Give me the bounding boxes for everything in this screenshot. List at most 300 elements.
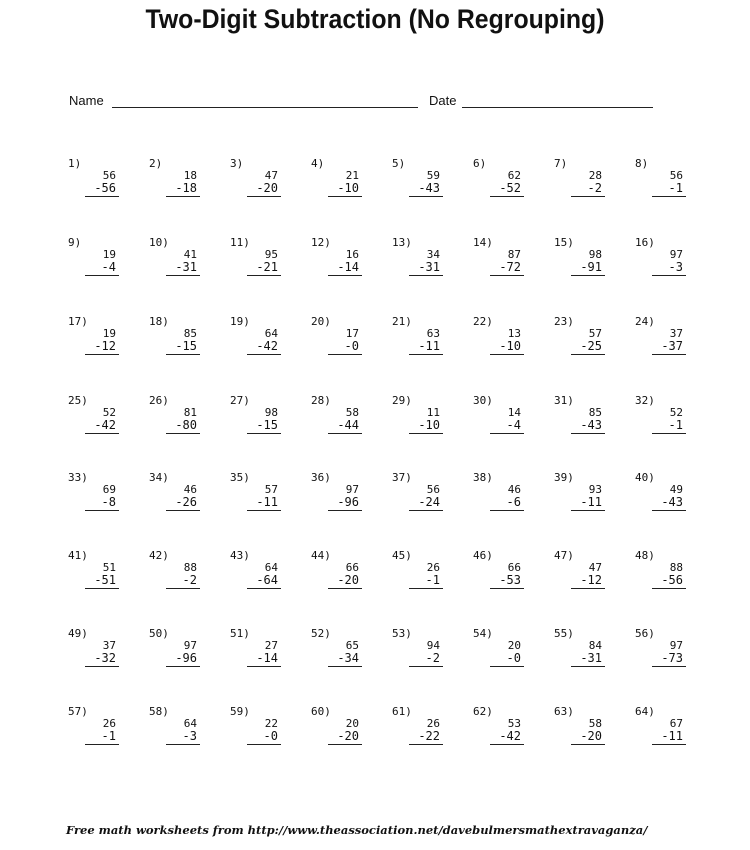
problem-59 [230, 706, 300, 754]
problem-number: 8) [635, 157, 649, 170]
minuend: 98 [588, 248, 602, 261]
answer-line [247, 354, 281, 355]
subtrahend: -31 [418, 260, 440, 274]
problem-38 [473, 472, 543, 520]
problem-number: 3) [230, 157, 244, 170]
answer-line [85, 666, 119, 667]
subtrahend: -22 [418, 729, 440, 743]
answer-line [652, 744, 686, 745]
subtrahend: -56 [661, 573, 683, 587]
subtrahend: -3 [182, 729, 197, 743]
problem-43 [230, 550, 300, 598]
subtrahend: -73 [661, 651, 683, 665]
answer-line [247, 196, 281, 197]
minuend: 67 [669, 717, 683, 730]
problem-number: 55) [554, 627, 574, 640]
minuend: 19 [102, 327, 116, 340]
problem-49 [68, 628, 138, 676]
minuend: 16 [345, 248, 359, 261]
problem-number: 17) [68, 315, 88, 328]
minuend: 84 [588, 639, 602, 652]
problem-number: 41) [68, 549, 88, 562]
minuend: 18 [183, 169, 197, 182]
subtrahend: -4 [101, 260, 116, 274]
problem-number: 10) [149, 236, 169, 249]
minuend: 22 [264, 717, 278, 730]
minuend: 94 [426, 639, 440, 652]
answer-line [571, 275, 605, 276]
subtrahend: -10 [337, 181, 359, 195]
problem-number: 15) [554, 236, 574, 249]
subtrahend: -52 [499, 181, 521, 195]
problem-number: 60) [311, 705, 331, 718]
problem-14 [473, 237, 543, 285]
minuend: 13 [507, 327, 521, 340]
date-label: Date [429, 93, 457, 108]
date-line [462, 107, 653, 108]
problem-number: 34) [149, 471, 169, 484]
minuend: 56 [669, 169, 683, 182]
minuend: 97 [669, 248, 683, 261]
problem-number: 18) [149, 315, 169, 328]
minuend: 97 [183, 639, 197, 652]
problem-number: 30) [473, 394, 493, 407]
minuend: 47 [264, 169, 278, 182]
problem-number: 32) [635, 394, 655, 407]
problem-number: 26) [149, 394, 169, 407]
problem-number: 36) [311, 471, 331, 484]
minuend: 19 [102, 248, 116, 261]
subtrahend: -96 [175, 651, 197, 665]
problem-5 [392, 158, 462, 206]
problem-23 [554, 316, 624, 364]
problem-number: 43) [230, 549, 250, 562]
subtrahend: -4 [506, 418, 521, 432]
problem-9 [68, 237, 138, 285]
problem-2 [149, 158, 219, 206]
answer-line [652, 354, 686, 355]
problem-26 [149, 395, 219, 443]
problem-number: 23) [554, 315, 574, 328]
problem-number: 22) [473, 315, 493, 328]
problem-number: 7) [554, 157, 568, 170]
subtrahend: -8 [101, 495, 116, 509]
answer-line [571, 588, 605, 589]
problem-number: 56) [635, 627, 655, 640]
minuend: 26 [102, 717, 116, 730]
answer-line [85, 354, 119, 355]
answer-line [571, 196, 605, 197]
name-label: Name [69, 93, 104, 108]
answer-line [166, 354, 200, 355]
subtrahend: -2 [425, 651, 440, 665]
problem-number: 48) [635, 549, 655, 562]
problem-30 [473, 395, 543, 443]
problem-13 [392, 237, 462, 285]
answer-line [409, 196, 443, 197]
subtrahend: -10 [418, 418, 440, 432]
answer-line [652, 196, 686, 197]
problem-35 [230, 472, 300, 520]
subtrahend: -42 [94, 418, 116, 432]
answer-line [328, 588, 362, 589]
subtrahend: -25 [580, 339, 602, 353]
minuend: 37 [102, 639, 116, 652]
problem-51 [230, 628, 300, 676]
answer-line [571, 666, 605, 667]
problem-57 [68, 706, 138, 754]
answer-line [166, 744, 200, 745]
answer-line [652, 588, 686, 589]
answer-line [571, 510, 605, 511]
problem-number: 42) [149, 549, 169, 562]
problem-58 [149, 706, 219, 754]
subtrahend: -20 [337, 729, 359, 743]
answer-line [490, 744, 524, 745]
worksheet-title: Two-Digit Subtraction (No Regrouping) [145, 4, 605, 34]
minuend: 88 [669, 561, 683, 574]
minuend: 11 [426, 406, 440, 419]
subtrahend: -37 [661, 339, 683, 353]
problem-18 [149, 316, 219, 364]
answer-line [166, 196, 200, 197]
subtrahend: -43 [418, 181, 440, 195]
answer-line [247, 744, 281, 745]
minuend: 46 [183, 483, 197, 496]
subtrahend: -2 [182, 573, 197, 587]
minuend: 34 [426, 248, 440, 261]
subtrahend: -42 [256, 339, 278, 353]
minuend: 81 [183, 406, 197, 419]
problem-number: 63) [554, 705, 574, 718]
problem-7 [554, 158, 624, 206]
problem-39 [554, 472, 624, 520]
problem-40 [635, 472, 705, 520]
answer-line [490, 666, 524, 667]
answer-line [652, 433, 686, 434]
problem-number: 19) [230, 315, 250, 328]
answer-line [85, 510, 119, 511]
subtrahend: -31 [580, 651, 602, 665]
problem-number: 11) [230, 236, 250, 249]
problem-number: 14) [473, 236, 493, 249]
answer-line [247, 510, 281, 511]
minuend: 27 [264, 639, 278, 652]
problem-number: 21) [392, 315, 412, 328]
answer-line [328, 354, 362, 355]
problem-10 [149, 237, 219, 285]
problem-60 [311, 706, 381, 754]
problem-number: 29) [392, 394, 412, 407]
problem-42 [149, 550, 219, 598]
minuend: 20 [345, 717, 359, 730]
problem-36 [311, 472, 381, 520]
answer-line [328, 433, 362, 434]
subtrahend: -15 [256, 418, 278, 432]
subtrahend: -1 [101, 729, 116, 743]
minuend: 49 [669, 483, 683, 496]
problem-number: 45) [392, 549, 412, 562]
minuend: 37 [669, 327, 683, 340]
minuend: 46 [507, 483, 521, 496]
problem-number: 44) [311, 549, 331, 562]
minuend: 57 [588, 327, 602, 340]
subtrahend: -18 [175, 181, 197, 195]
answer-line [85, 275, 119, 276]
answer-line [490, 510, 524, 511]
problem-number: 25) [68, 394, 88, 407]
subtrahend: -51 [94, 573, 116, 587]
subtrahend: -0 [344, 339, 359, 353]
subtrahend: -24 [418, 495, 440, 509]
problem-number: 38) [473, 471, 493, 484]
answer-line [85, 744, 119, 745]
problem-53 [392, 628, 462, 676]
minuend: 98 [264, 406, 278, 419]
problem-number: 28) [311, 394, 331, 407]
problem-32 [635, 395, 705, 443]
problem-21 [392, 316, 462, 364]
subtrahend: -20 [256, 181, 278, 195]
answer-line [490, 433, 524, 434]
problem-number: 9) [68, 236, 82, 249]
answer-line [166, 666, 200, 667]
problem-62 [473, 706, 543, 754]
minuend: 51 [102, 561, 116, 574]
answer-line [652, 666, 686, 667]
problem-number: 57) [68, 705, 88, 718]
problem-number: 16) [635, 236, 655, 249]
minuend: 58 [345, 406, 359, 419]
subtrahend: -11 [580, 495, 602, 509]
problem-number: 53) [392, 627, 412, 640]
problem-41 [68, 550, 138, 598]
subtrahend: -34 [337, 651, 359, 665]
problem-number: 39) [554, 471, 574, 484]
answer-line [247, 275, 281, 276]
minuend: 14 [507, 406, 521, 419]
minuend: 97 [345, 483, 359, 496]
subtrahend: -15 [175, 339, 197, 353]
problem-55 [554, 628, 624, 676]
name-line [112, 107, 418, 108]
answer-line [85, 433, 119, 434]
answer-line [247, 433, 281, 434]
problem-number: 37) [392, 471, 412, 484]
subtrahend: -14 [337, 260, 359, 274]
subtrahend: -1 [668, 181, 683, 195]
footer-credit: Free math worksheets from http://www.theassociation.net/davebulmersmathextravaganza/ [66, 823, 648, 837]
minuend: 97 [669, 639, 683, 652]
subtrahend: -2 [587, 181, 602, 195]
problem-48 [635, 550, 705, 598]
subtrahend: -43 [661, 495, 683, 509]
minuend: 26 [426, 561, 440, 574]
problem-number: 24) [635, 315, 655, 328]
problem-46 [473, 550, 543, 598]
answer-line [85, 588, 119, 589]
problem-number: 61) [392, 705, 412, 718]
subtrahend: -10 [499, 339, 521, 353]
subtrahend: -6 [506, 495, 521, 509]
problem-56 [635, 628, 705, 676]
minuend: 41 [183, 248, 197, 261]
subtrahend: -31 [175, 260, 197, 274]
problem-number: 64) [635, 705, 655, 718]
problem-47 [554, 550, 624, 598]
answer-line [328, 196, 362, 197]
minuend: 21 [345, 169, 359, 182]
problem-number: 31) [554, 394, 574, 407]
problem-12 [311, 237, 381, 285]
subtrahend: -53 [499, 573, 521, 587]
subtrahend: -44 [337, 418, 359, 432]
subtrahend: -0 [506, 651, 521, 665]
subtrahend: -11 [418, 339, 440, 353]
problem-50 [149, 628, 219, 676]
problem-number: 27) [230, 394, 250, 407]
minuend: 66 [345, 561, 359, 574]
minuend: 56 [426, 483, 440, 496]
answer-line [571, 433, 605, 434]
answer-line [409, 666, 443, 667]
problem-number: 50) [149, 627, 169, 640]
problem-64 [635, 706, 705, 754]
problem-31 [554, 395, 624, 443]
answer-line [247, 588, 281, 589]
minuend: 65 [345, 639, 359, 652]
problem-63 [554, 706, 624, 754]
problem-54 [473, 628, 543, 676]
minuend: 57 [264, 483, 278, 496]
answer-line [490, 588, 524, 589]
answer-line [409, 433, 443, 434]
subtrahend: -11 [256, 495, 278, 509]
minuend: 69 [102, 483, 116, 496]
problem-number: 5) [392, 157, 406, 170]
answer-line [571, 354, 605, 355]
problem-number: 46) [473, 549, 493, 562]
problem-45 [392, 550, 462, 598]
problem-3 [230, 158, 300, 206]
minuend: 47 [588, 561, 602, 574]
subtrahend: -20 [580, 729, 602, 743]
answer-line [490, 196, 524, 197]
answer-line [409, 275, 443, 276]
problem-number: 62) [473, 705, 493, 718]
subtrahend: -3 [668, 260, 683, 274]
problem-number: 12) [311, 236, 331, 249]
minuend: 63 [426, 327, 440, 340]
problem-number: 59) [230, 705, 250, 718]
subtrahend: -1 [668, 418, 683, 432]
subtrahend: -12 [580, 573, 602, 587]
problem-number: 47) [554, 549, 574, 562]
problem-number: 33) [68, 471, 88, 484]
problem-number: 58) [149, 705, 169, 718]
answer-line [247, 666, 281, 667]
answer-line [85, 196, 119, 197]
problem-19 [230, 316, 300, 364]
minuend: 93 [588, 483, 602, 496]
minuend: 52 [102, 406, 116, 419]
problem-17 [68, 316, 138, 364]
subtrahend: -80 [175, 418, 197, 432]
problem-37 [392, 472, 462, 520]
subtrahend: -91 [580, 260, 602, 274]
minuend: 64 [264, 327, 278, 340]
subtrahend: -96 [337, 495, 359, 509]
problem-number: 35) [230, 471, 250, 484]
minuend: 17 [345, 327, 359, 340]
problem-27 [230, 395, 300, 443]
answer-line [652, 510, 686, 511]
subtrahend: -32 [94, 651, 116, 665]
minuend: 88 [183, 561, 197, 574]
problem-number: 6) [473, 157, 487, 170]
problem-34 [149, 472, 219, 520]
problem-number: 54) [473, 627, 493, 640]
problem-number: 20) [311, 315, 331, 328]
answer-line [328, 510, 362, 511]
problem-number: 40) [635, 471, 655, 484]
minuend: 64 [183, 717, 197, 730]
minuend: 85 [588, 406, 602, 419]
minuend: 56 [102, 169, 116, 182]
problem-22 [473, 316, 543, 364]
problem-44 [311, 550, 381, 598]
minuend: 59 [426, 169, 440, 182]
subtrahend: -72 [499, 260, 521, 274]
answer-line [409, 354, 443, 355]
problem-6 [473, 158, 543, 206]
subtrahend: -64 [256, 573, 278, 587]
problem-number: 4) [311, 157, 325, 170]
subtrahend: -14 [256, 651, 278, 665]
problem-15 [554, 237, 624, 285]
answer-line [166, 588, 200, 589]
subtrahend: -12 [94, 339, 116, 353]
answer-line [166, 433, 200, 434]
answer-line [571, 744, 605, 745]
problem-number: 2) [149, 157, 163, 170]
minuend: 87 [507, 248, 521, 261]
minuend: 26 [426, 717, 440, 730]
minuend: 66 [507, 561, 521, 574]
minuend: 85 [183, 327, 197, 340]
problem-number: 1) [68, 157, 82, 170]
answer-line [166, 275, 200, 276]
minuend: 28 [588, 169, 602, 182]
answer-line [328, 744, 362, 745]
minuend: 53 [507, 717, 521, 730]
subtrahend: -1 [425, 573, 440, 587]
minuend: 58 [588, 717, 602, 730]
minuend: 20 [507, 639, 521, 652]
problem-16 [635, 237, 705, 285]
problem-52 [311, 628, 381, 676]
minuend: 52 [669, 406, 683, 419]
problem-number: 52) [311, 627, 331, 640]
subtrahend: -20 [337, 573, 359, 587]
problem-4 [311, 158, 381, 206]
problem-29 [392, 395, 462, 443]
answer-line [409, 744, 443, 745]
subtrahend: -56 [94, 181, 116, 195]
answer-line [409, 510, 443, 511]
answer-line [652, 275, 686, 276]
answer-line [490, 354, 524, 355]
